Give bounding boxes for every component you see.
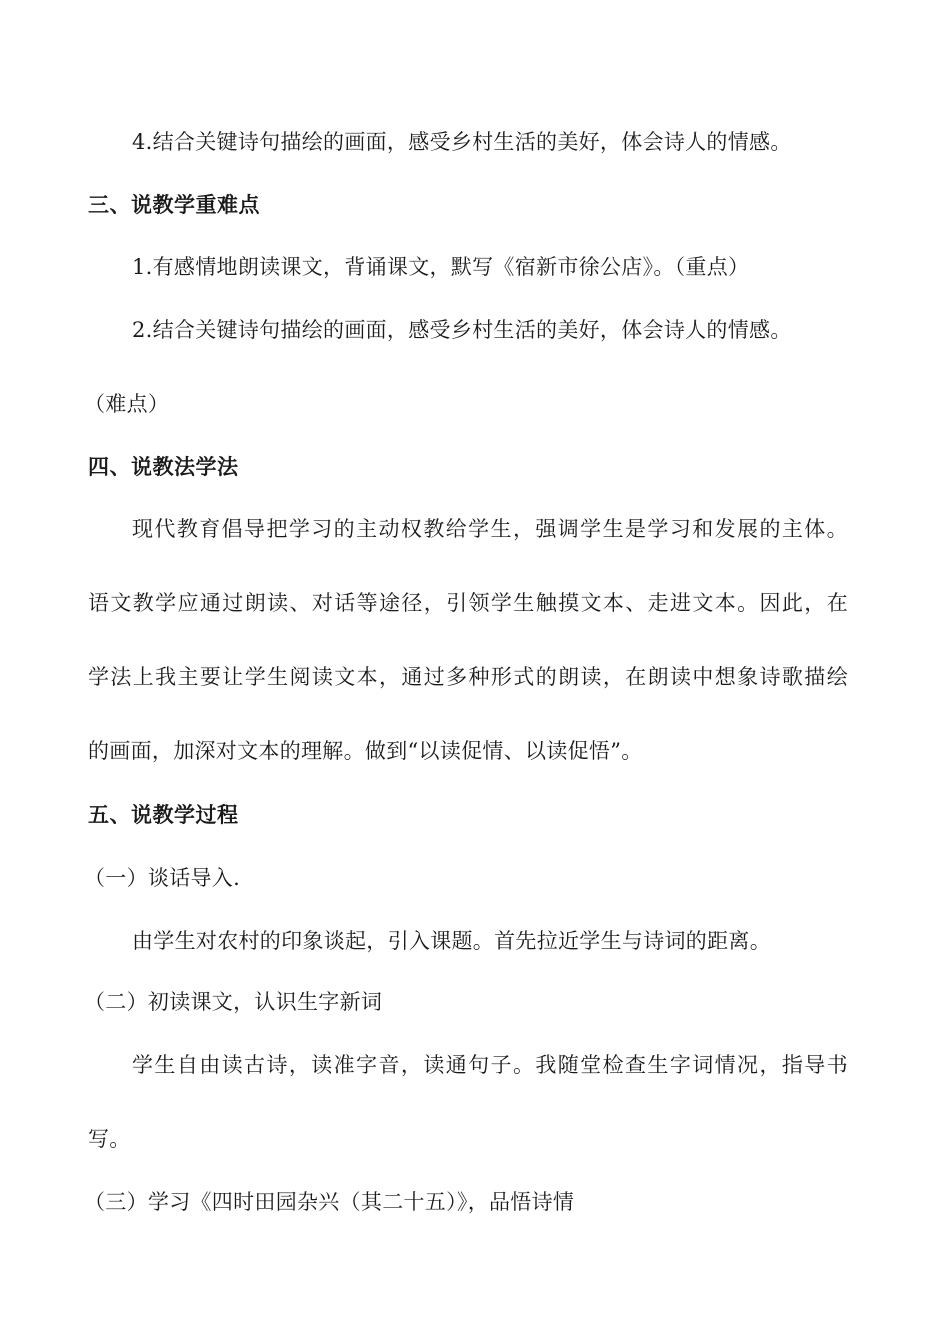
key-point-2-continuation: （难点） [84,392,170,416]
step-3-title: （三）学习《四时田园杂兴（其二十五）》，品悟诗情 [84,1190,575,1214]
key-point-2: 2.结合关键诗句描绘的画面，感受乡村生活的美好，体会诗人的情感。 [132,318,792,342]
section-heading-process: 五、说教学过程 [88,803,239,827]
step-1-text: 由学生对农村的印象谈起，引入课题。首先拉近学生与诗词的距离。 [132,929,771,953]
section-heading-methods: 四、说教法学法 [88,455,239,479]
step-2-text-line-2: 写。 [88,1127,131,1151]
step-1-title: （一）谈话导入. [84,866,241,890]
objective-4: 4.结合关键诗句描绘的画面，感受乡村生活的美好，体会诗人的情感。 [132,130,792,154]
methods-paragraph-line-4: 的画面，加深对文本的理解。做到“以读促情、以读促悟”。 [88,739,643,763]
methods-paragraph-line-1: 现代教育倡导把学习的主动权教给学生，强调学生是学习和发展的主体。 [132,517,848,541]
section-heading-key-difficult-points: 三、说教学重难点 [88,193,260,217]
key-point-1: 1.有感情地朗读课文，背诵课文，默写《宿新市徐公店》。（重点） [132,255,750,279]
methods-paragraph-line-3: 学法上我主要让学生阅读文本，通过多种形式的朗读，在朗读中想象诗歌描绘 [88,665,848,689]
methods-paragraph-line-2: 语文教学应通过朗读、对话等途径，引领学生触摸文本、走进文本。因此，在 [88,591,848,615]
step-2-text-line-1: 学生自由读古诗，读准字音，读通句子。我随堂检查生字词情况，指导书 [132,1053,848,1077]
step-2-title: （二）初读课文，认识生字新词 [84,990,383,1014]
